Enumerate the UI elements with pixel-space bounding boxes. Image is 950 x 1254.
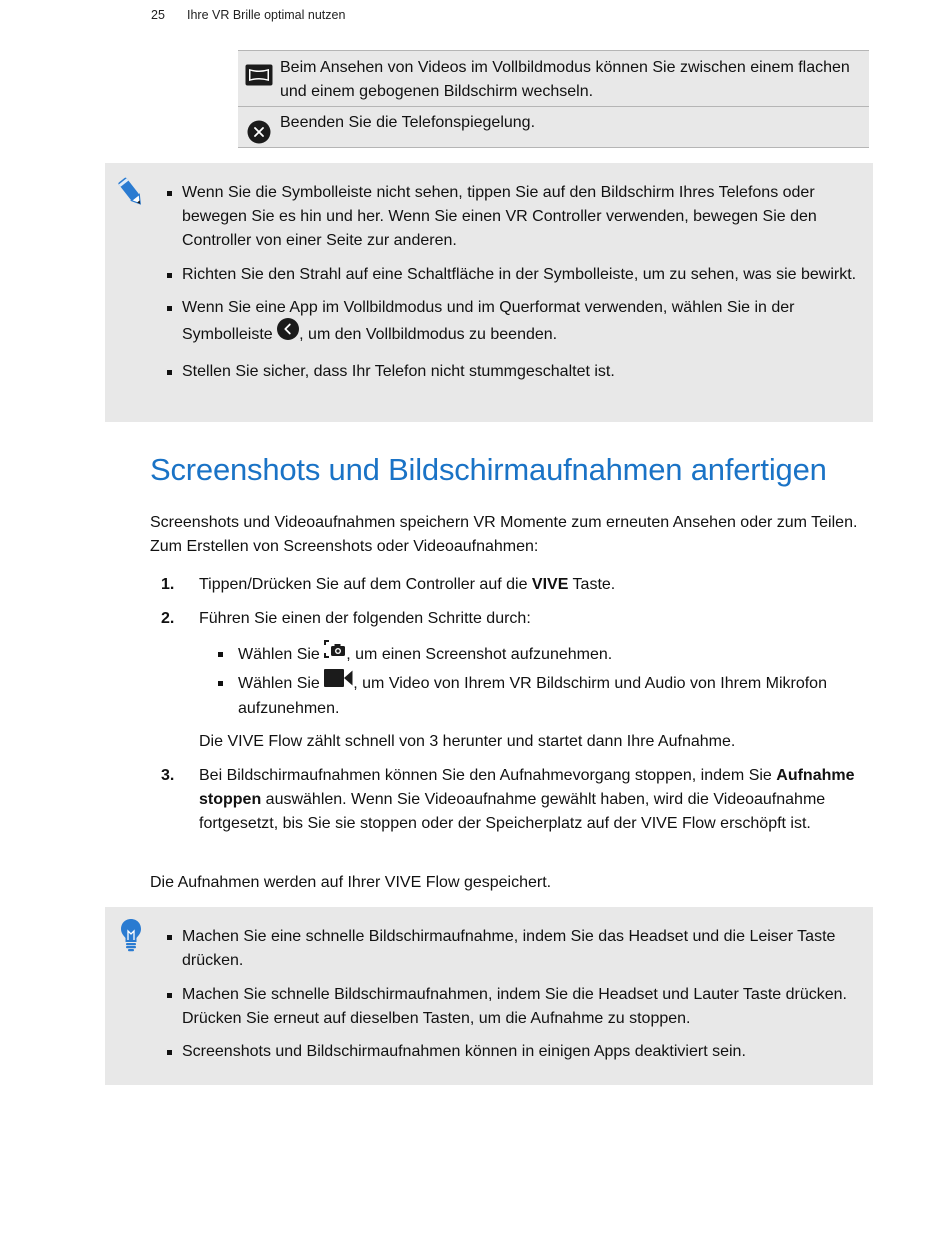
- list-item: Screenshots und Bildschirmaufnahmen können in einigen Apps deaktiviert sein.: [182, 1040, 866, 1064]
- stop-recording-label: Aufnahme stoppen: [199, 767, 855, 808]
- screenshot-camera-icon: [324, 640, 346, 666]
- list-item: Machen Sie eine schnelle Bildschirmaufnahme, indem Sie das Headset und die Leiser Taste drücken.: [182, 925, 866, 973]
- list-item: [238, 671, 870, 721]
- note-list: [182, 925, 866, 1074]
- video-camera-icon: [324, 669, 353, 695]
- list-item: [238, 642, 870, 668]
- step-item: [150, 607, 870, 754]
- list-item-text: , um den Vollbildmodus zu beenden.: [299, 326, 558, 344]
- page-number: 25: [151, 8, 165, 22]
- list-item: Machen Sie schnelle Bildschirmaufnahmen, indem Sie die Headset und Lauter Taste drücken. Drücken Sie erneut auf dieselben Tasten, um die Aufnahme zu stoppen.: [182, 983, 866, 1031]
- list-item-text: , um einen Screenshot aufzunehmen.: [346, 646, 613, 664]
- step-text: Tippen/Drücken Sie auf dem Controller auf die: [199, 576, 532, 593]
- sub-list: [199, 642, 870, 721]
- step-item: [150, 764, 870, 836]
- note-list: [182, 181, 866, 393]
- step-text: Taste.: [568, 576, 616, 593]
- list-item-text: , um Video von Ihrem VR Bildschirm und Audio von Ihrem Mikrofon aufzunehmen.: [238, 675, 827, 717]
- icon-table-row: [238, 50, 869, 106]
- step-text: Führen Sie einen der folgenden Schritte durch:: [199, 610, 531, 627]
- list-item-text: Wählen Sie: [238, 646, 325, 664]
- section-title: Screenshots und Bildschirmaufnahmen anfertigen: [150, 452, 827, 487]
- list-item: Richten Sie den Strahl auf eine Schaltfläche in der Symbolleiste, um zu sehen, was sie bewirkt.: [182, 263, 866, 287]
- steps-list: [150, 573, 870, 836]
- icon-description: Beenden Sie die Telefonspiegelung.: [280, 114, 536, 131]
- back-chevron-icon: [277, 318, 299, 348]
- icon-table-row: [238, 106, 869, 148]
- step-number: 3.: [161, 767, 175, 784]
- vive-key-label: VIVE: [531, 576, 569, 593]
- step-number: 2.: [161, 610, 175, 627]
- list-item-text: Wählen Sie: [238, 675, 325, 693]
- step-number: 1.: [161, 576, 175, 593]
- list-item: Wenn Sie die Symbolleiste nicht sehen, tippen Sie auf den Bildschirm Ihres Telefons oder bewegen Sie es hin und her. Wenn Sie einen VR Controller verwenden, bewegen Sie den Controller von einer Seite zur anderen.: [182, 181, 866, 253]
- lightbulb-icon: [120, 918, 142, 957]
- step-text: Bei Bildschirmaufnahmen können Sie den Aufnahmevorgang stoppen, indem Sie: [199, 767, 777, 784]
- chapter-title: Ihre VR Brille optimal nutzen: [187, 8, 346, 22]
- page-header: [151, 8, 345, 22]
- close-circle-icon: [238, 107, 280, 144]
- list-item: [182, 296, 866, 350]
- step-item: [150, 573, 870, 597]
- step-text: auswählen. Wenn Sie Videoaufnahme gewählt haben, wird die Videoaufnahme fortgesetzt, bis Sie sie stoppen oder der Speicherplatz auf der VIVE Flow erschöpft ist.: [199, 791, 826, 832]
- intro-paragraph: Screenshots und Videoaufnahmen speichern VR Momente zum erneuten Ansehen oder zum Teilen. Zum Erstellen von Screenshots oder Videoaufnahmen:: [150, 514, 858, 555]
- icon-table: [238, 50, 869, 148]
- tip-box: [105, 907, 873, 1085]
- note-box: [105, 163, 873, 422]
- countdown-note: Die VIVE Flow zählt schnell von 3 herunter und startet dann Ihre Aufnahme.: [199, 733, 736, 750]
- outro-paragraph: Die Aufnahmen werden auf Ihrer VIVE Flow gespeichert.: [150, 874, 552, 891]
- list-item-text: Wenn Sie eine App im Vollbildmodus und im Querformat verwenden, wählen Sie in der Symbolleiste: [182, 299, 795, 344]
- pencil-icon: [117, 175, 145, 214]
- list-item: Stellen Sie sicher, dass Ihr Telefon nicht stummgeschaltet ist.: [182, 360, 866, 384]
- icon-description: Beim Ansehen von Videos im Vollbildmodus können Sie zwischen einem flachen und einem gebogenen Bildschirm wechseln.: [280, 59, 850, 100]
- curved-screen-icon: [238, 51, 280, 86]
